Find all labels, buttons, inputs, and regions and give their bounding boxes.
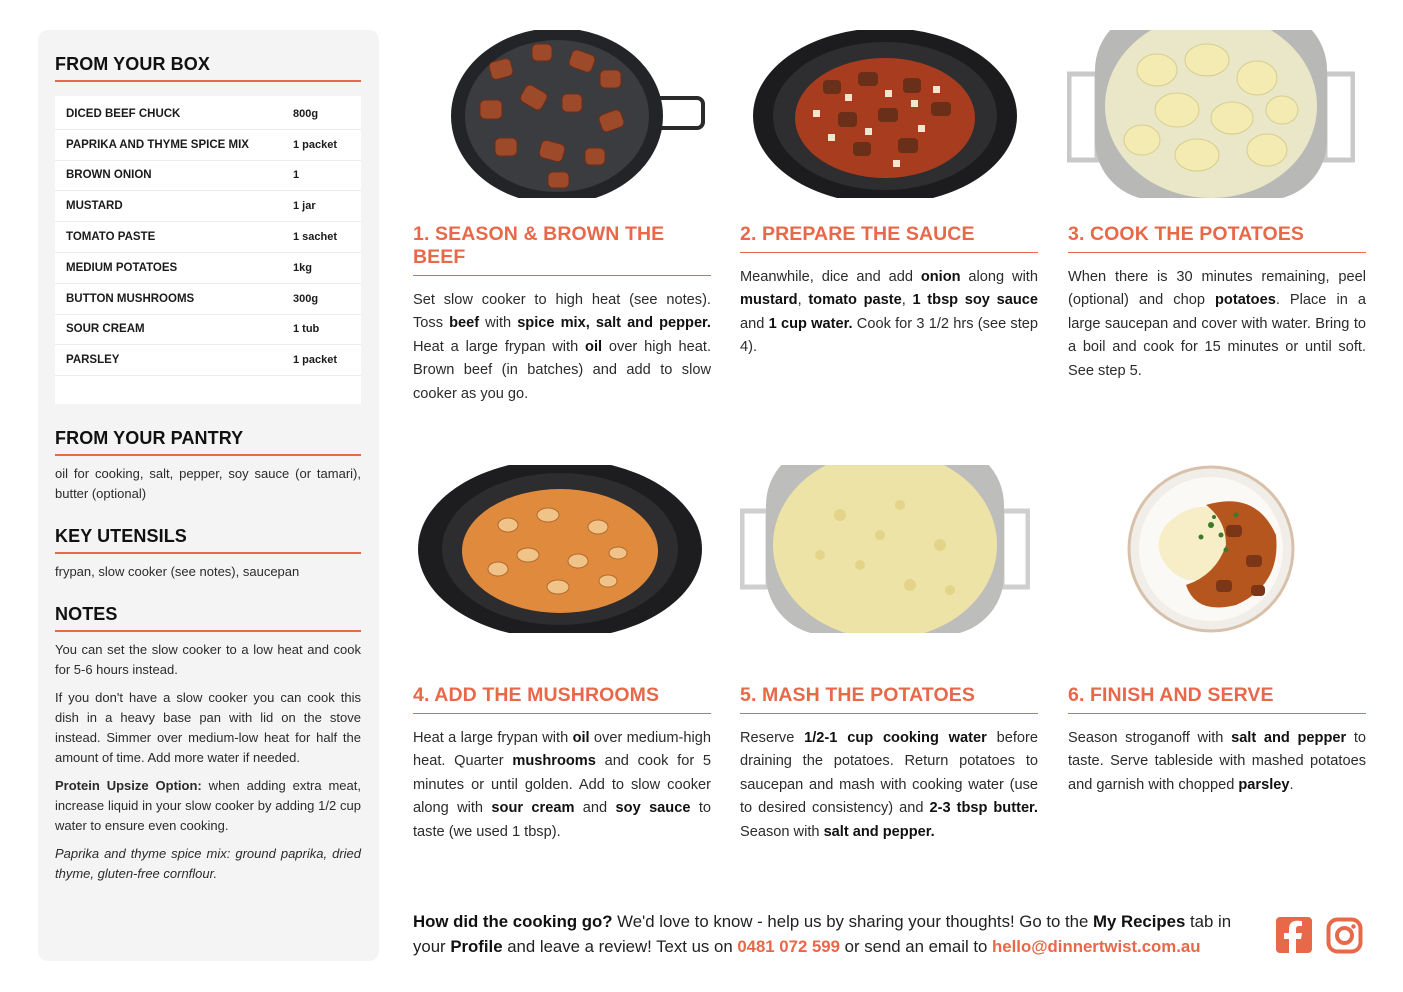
step-3-title: 3. COOK THE POTATOES [1068,223,1366,253]
facebook-icon[interactable] [1276,917,1312,953]
step-6 [1068,684,1366,797]
ingredient-quantity: 1 packet [293,354,338,367]
ingredient-quantity: 300g [293,292,319,305]
step-text: Season stroganoff with [1068,730,1232,746]
step-1 [413,223,711,406]
profile-link: Profile [450,937,503,956]
ingredient-row [55,191,361,222]
step-4-title: 4. ADD THE MUSHROOMS [413,684,711,714]
step-text: over high heat. Brown beef (in batches) and add to slow cooker as you go. [413,338,711,402]
step-3-photo-pot-potatoes [1067,30,1355,198]
step-text: , [797,292,809,309]
ingredient-name: SOUR CREAM [66,323,145,336]
step-2-photo-slow-cooker-sauce [753,30,1018,198]
step-text: Heat a large frypan with [413,730,573,746]
pantry-text: oil for cooking, salt, pepper, soy sauce (or tamari), butter (optional) [55,466,361,501]
ingredient-quantity: 1 packet [293,138,338,151]
feedback-message [413,909,1263,959]
step-text: Set slow cooker to high heat (see notes). Toss [413,292,711,332]
step-text: Season with [740,823,824,840]
ingredient-name: BROWN ONION [66,169,152,182]
instagram-icon[interactable] [1326,917,1363,954]
step-text-bold: parsley [1238,776,1290,793]
ingredient-name: BUTTON MUSHROOMS [66,292,195,305]
step-5-photo-mashed-potatoes [740,465,1030,633]
step-text-bold: 1/2-1 cup cooking water [804,730,987,746]
step-text-bold: 2-3 tbsp butter. [929,800,1038,817]
step-text-bold: spice mix, salt and pepper. [517,315,711,332]
step-text-bold: sour cream [491,800,575,817]
step-text: . Place in a large saucepan and cover with water. Bring to a boil and cook for 15 minutes or until soft. See step 5. [1068,292,1367,379]
step-text: . [1289,776,1294,793]
ingredient-quantity: 1 [293,169,300,182]
step-1-title: 1. SEASON & BROWN THE BEEF [413,223,711,276]
step-1-photo-frypan-beef [450,30,705,198]
step-text-bold: salt and pepper. [823,823,935,840]
from-your-box-heading: FROM YOUR BOX [55,54,361,82]
ingredient-row [55,99,361,130]
step-4-photo-mushroom-stroganoff [418,465,703,633]
ingredient-row [55,222,361,253]
step-4 [413,684,711,844]
feedback-text-4: or send an email to [839,937,993,956]
sidebar [38,30,379,961]
ingredient-quantity: 800g [293,107,319,120]
step-text: to taste (we used 1 tbsp). [413,800,711,840]
step-text: to taste. Serve tableside with mashed potatoes and garnish with chopped [1068,730,1366,793]
step-text-bold: soy sauce [615,800,691,817]
pantry-section [55,428,361,504]
step-text: Cook for 3 1/2 hrs (see step 4). [740,315,1039,356]
ingredient-name: MEDIUM POTATOES [66,261,178,274]
ingredient-name: PAPRIKA AND THYME SPICE MIX [66,138,249,151]
note-protein-upsize-label: Protein Upsize Option: [55,778,202,793]
step-text: Meanwhile, dice and add [740,269,921,285]
step-text: , [901,292,913,309]
step-text-bold: tomato paste [808,292,902,309]
note-protein-upsize [55,776,361,836]
ingredient-row [55,345,361,376]
step-text: over medium-high heat. Quarter [413,730,711,770]
step-text: When there is 30 minutes remaining, peel (optional) and chop [1068,269,1366,309]
step-2-body [740,266,1038,360]
step-text: along with [960,269,1038,285]
note-no-slow-cooker: If you don't have a slow cooker you can cook this dish in a heavy base pan with lid on the stove instead. Simmer over medium-low heat for half the amount of time. Add more water if needed. [55,690,361,765]
step-text-bold: mustard [740,292,798,309]
step-text-bold: 1 cup water. [768,315,853,332]
step-text: before draining the potatoes. Return potatoes to saucepan and mash with cooking water (use to desired consistency) and [740,730,1038,817]
step-text-bold: mushrooms [512,753,596,770]
notes-heading: NOTES [55,604,361,632]
ingredients-table [55,96,361,404]
step-text: Reserve [740,730,805,746]
step-3 [1068,223,1366,383]
step-text-bold: beef [449,315,480,332]
step-6-photo-plated-dish [1126,465,1296,633]
step-5-title: 5. MASH THE POTATOES [740,684,1038,714]
note-slow-cooker-low: You can set the slow cooker to a low heat and cook for 5-6 hours instead. [55,642,361,677]
ingredient-row [55,130,361,161]
step-text: Heat a large frypan with [413,338,586,355]
ingredient-name: PARSLEY [66,354,120,367]
step-text: and cook for 5 minutes or until golden. Add to slow cooker along with [413,753,711,817]
feedback-question: How did the cooking go? [413,912,613,931]
step-3-body [1068,266,1366,383]
feedback-text-1: We'd love to know - help us by sharing your thoughts! Go to the [612,912,1093,931]
notes-section [55,604,361,884]
key-utensils-heading: KEY UTENSILS [55,526,361,554]
email-link[interactable]: hello@dinnertwist.com.au [992,937,1201,956]
step-2 [740,223,1038,360]
step-text-bold: oil [585,338,603,355]
ingredient-quantity: 1kg [293,261,312,274]
step-text-bold: oil [572,730,590,746]
ingredient-quantity: 1 sachet [293,231,338,244]
my-recipes-link: My Recipes [1093,912,1186,931]
utensils-section [55,526,361,582]
step-6-body [1068,727,1366,797]
step-5-body [740,727,1038,844]
step-text-bold: onion [920,269,961,285]
step-text-bold: salt and pepper [1231,730,1347,746]
step-4-body [413,727,711,844]
ingredient-name: MUSTARD [66,200,123,213]
step-6-title: 6. FINISH AND SERVE [1068,684,1366,714]
step-text-bold: potatoes [1215,292,1276,309]
phone-number[interactable]: 0481 072 599 [737,937,840,956]
from-your-pantry-heading: FROM YOUR PANTRY [55,428,361,456]
step-5 [740,684,1038,844]
step-text-bold: 1 tbsp soy sauce [912,292,1038,309]
feedback-text-2: tab in your [413,912,1232,956]
step-text: and [740,315,769,332]
ingredient-row [55,315,361,346]
step-text: with [479,315,518,332]
ingredient-row [55,161,361,192]
ingredient-row [55,284,361,315]
feedback-text-3: and leave a review! Text us on [502,937,738,956]
utensils-text: frypan, slow cooker (see notes), saucepan [55,564,300,579]
note-spice-mix: Paprika and thyme spice mix: ground paprika, dried thyme, gluten-free cornflour. [55,846,361,881]
step-2-title: 2. PREPARE THE SAUCE [740,223,1038,253]
ingredient-name: TOMATO PASTE [66,231,156,244]
ingredient-quantity: 1 tub [293,323,320,336]
ingredient-row [55,253,361,284]
ingredient-quantity: 1 jar [293,200,316,213]
note-protein-upsize-text: when adding extra meat, increase liquid in your slow cooker by adding 1/2 cup water to ensure even cooking. [55,778,361,833]
step-1-body [413,289,711,406]
ingredient-name: DICED BEEF CHUCK [66,107,181,120]
step-text: and [574,800,616,817]
